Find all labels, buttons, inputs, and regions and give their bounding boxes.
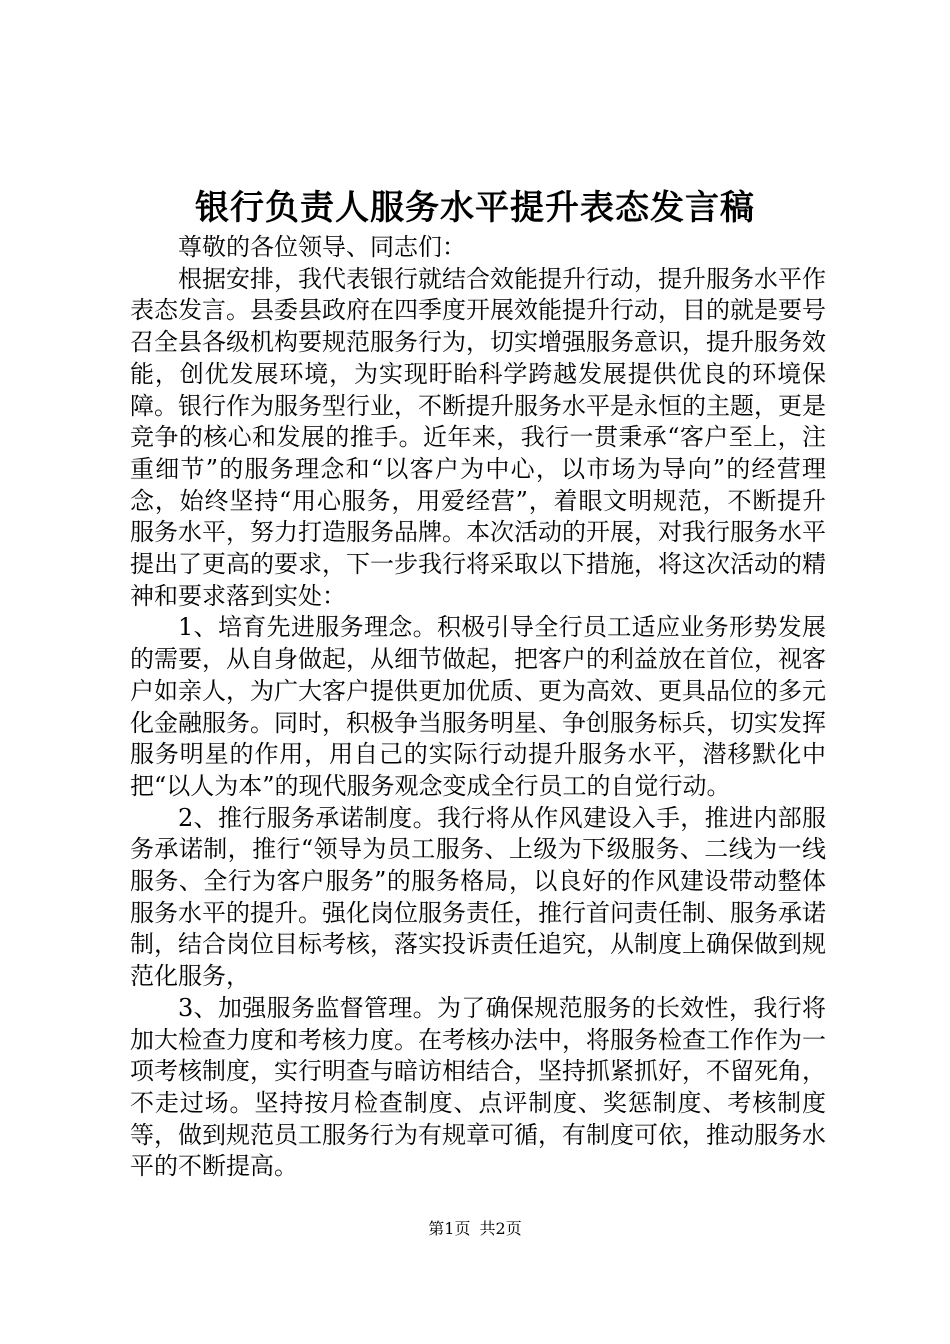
document-body xyxy=(130,232,826,1183)
paragraph-measure-2: 2、推行服务承诺制度。我行将从作风建设入手，推进内部服务承诺制，推行“领导为员工服务、上级为下级服务、二线为一线服务、全行为客户服务”的服务格局，以良好的作风建设带动整体服务水平的提升。强化岗位服务责任，推行首问责任制、服务承诺制，结合岗位目标考核，落实投诉责任追究，从制度上确保做到规范化服务， xyxy=(130,803,826,991)
page-number: 第1页 xyxy=(428,1219,471,1238)
paragraph-measure-3: 3、加强服务监督管理。为了确保规范服务的长效性，我行将加大检查力度和考核力度。在考核办法中，将服务检查工作作为一项考核制度，实行明查与暗访相结合，坚持抓紧抓好，不留死角，不走过场。坚持按月检查制度、点评制度、奖惩制度、考核制度等，做到规范员工服务行为有规章可循，有制度可依，推动服务水平的不断提高。 xyxy=(130,993,826,1181)
page-total: 共2页 xyxy=(479,1219,522,1238)
paragraph-intro: 根据安排，我代表银行就结合效能提升行动，提升服务水平作表态发言。县委县政府在四季度开展效能提升行动，目的就是要号召全县各级机构要规范服务行为，切实增强服务意识，提升服务效能，创优发展环境，为实现盱眙科学跨越发展提供优良的环境保障。银行作为服务型行业，不断提升服务水平是永恒的主题，更是竞争的核心和发展的推手。近年来，我行一贯秉承“客户至上，注重细节”的服务理念和“以客户为中心，以市场为导向”的经营理念，始终坚持“用心服务，用爱经营”，着眼文明规范，不断提升服务水平，努力打造服务品牌。本次活动的开展，对我行服务水平提出了更高的要求，下一步我行将采取以下措施，将这次活动的精神和要求落到实处： xyxy=(130,264,826,610)
salutation: 尊敬的各位领导、同志们： xyxy=(178,233,466,261)
page-footer xyxy=(0,1218,950,1240)
paragraph-measure-1: 1、培育先进服务理念。积极引导全行员工适应业务形势发展的需要，从自身做起，从细节做起，把客户的利益放在首位，视客户如亲人，为广大客户提供更加优质、更为高效、更具品位的多元化金融服务。同时，积极争当服务明星、争创服务标兵，切实发挥服务明星的作用，用自己的实际行动提升服务水平，潜移默化中把“以人为本”的现代服务观念变成全行员工的自觉行动。 xyxy=(130,613,826,800)
document-title: 银行负责人服务水平提升表态发言稿 xyxy=(195,188,755,228)
